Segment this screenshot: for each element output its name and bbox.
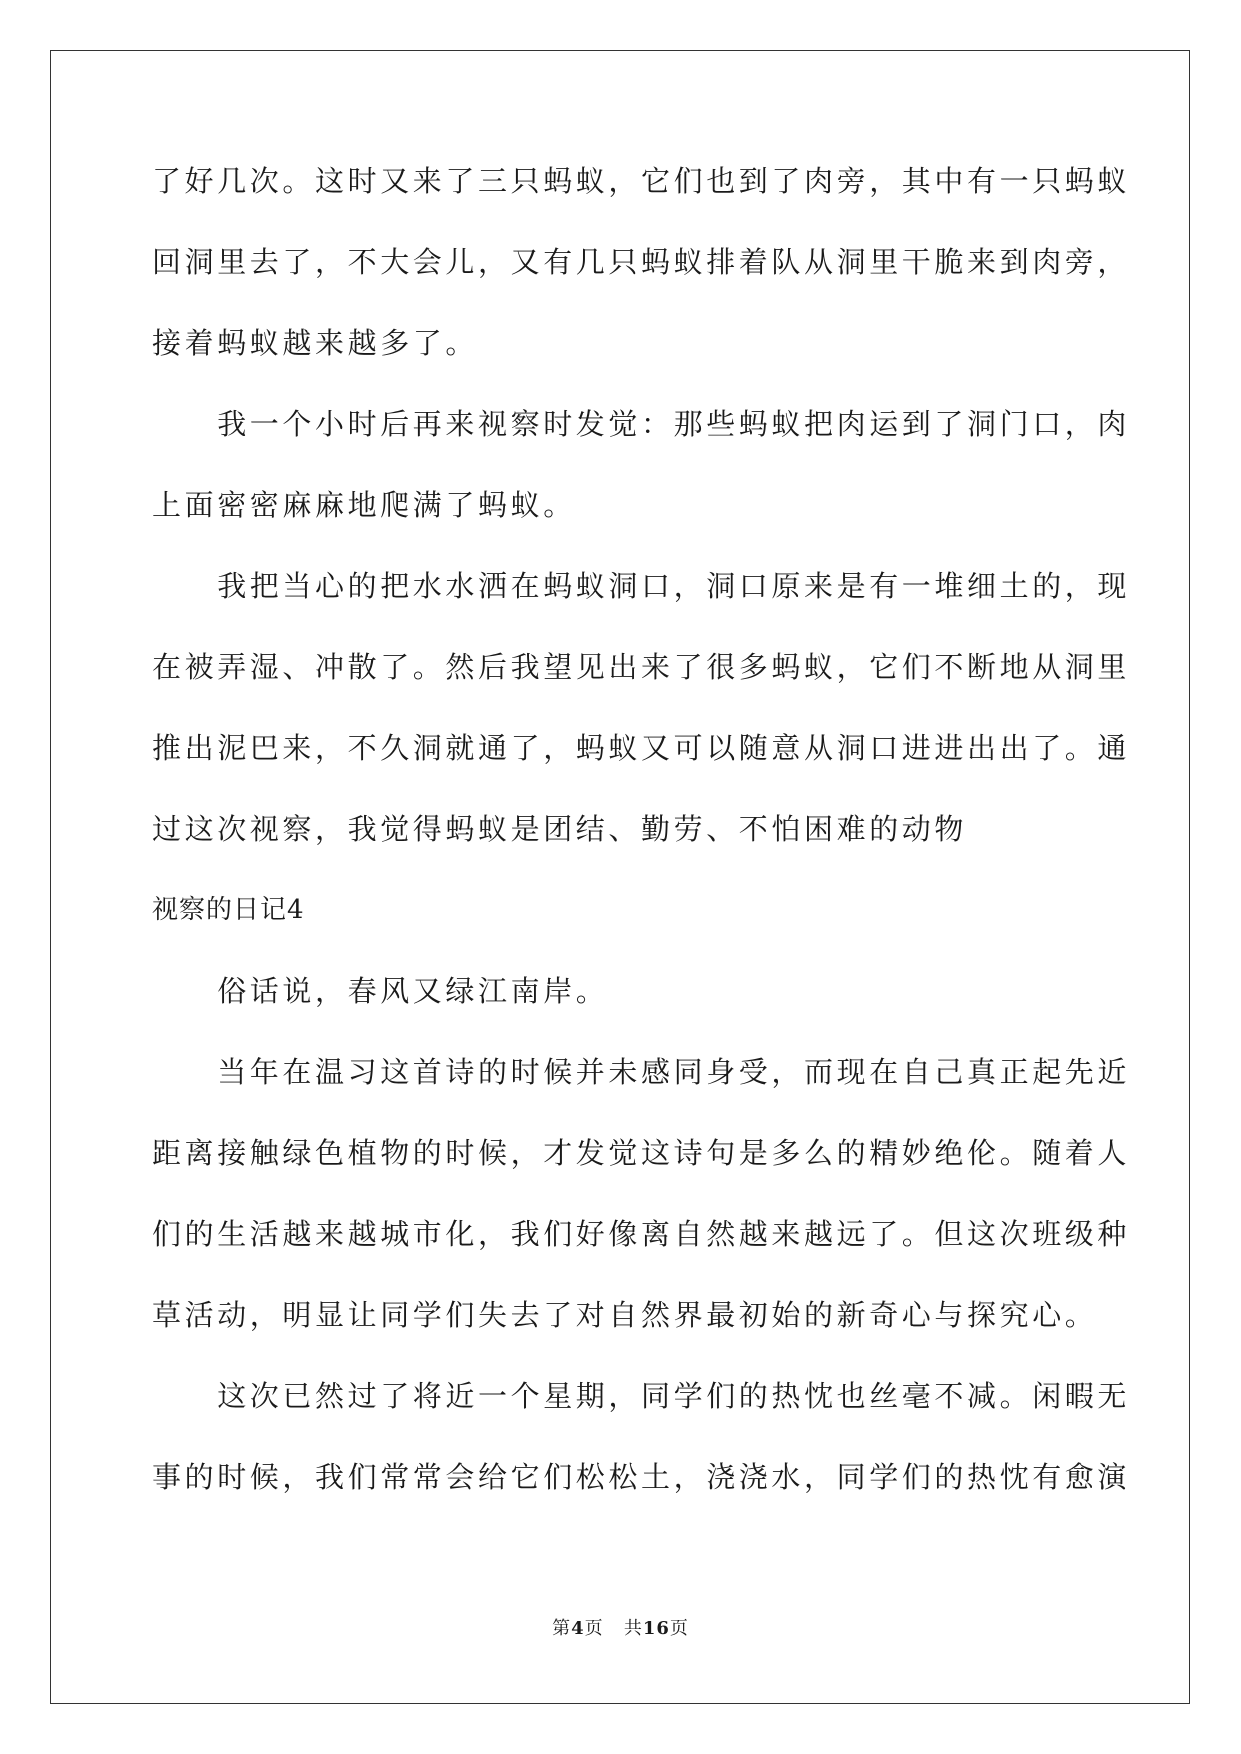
page-footer bbox=[0, 1614, 1241, 1640]
text-line: 回洞里去了，不大会儿，又有几只蚂蚁排着队从洞里干脆来到肉旁， bbox=[152, 245, 1131, 279]
text-line: 接着蚂蚁越来越多了。 bbox=[152, 326, 479, 360]
text-line: 上面密密麻麻地爬满了蚂蚁。 bbox=[152, 488, 576, 522]
footer-prefix: 第 bbox=[552, 1618, 572, 1639]
text-line: 事的时候，我们常常会给它们松松土，浇浇水，同学们的热忱有愈演 bbox=[152, 1460, 1131, 1494]
text-line: 草活动，明显让同学们失去了对自然界最初始的新奇心与探究心。 bbox=[152, 1298, 1098, 1332]
text-line: 距离接触绿色植物的时候，才发觉这诗句是多么的精妙绝伦。随着人 bbox=[152, 1136, 1131, 1170]
footer-total-prefix: 共 bbox=[623, 1618, 643, 1639]
text-line: 我把当心的把水水洒在蚂蚁洞口，洞口原来是有一堆细土的，现 bbox=[152, 569, 1131, 603]
text-line: 我一个小时后再来视察时发觉：那些蚂蚁把肉运到了洞门口，肉 bbox=[152, 407, 1131, 441]
footer-total-suffix: 页 bbox=[669, 1618, 689, 1639]
total-page-number: 16 bbox=[642, 1618, 670, 1639]
text-line: 这次已然过了将近一个星期，同学们的热忱也丝毫不减。闲暇无 bbox=[152, 1379, 1131, 1413]
text-line: 在被弄湿、冲散了。然后我望见出来了很多蚂蚁，它们不断地从洞里 bbox=[152, 650, 1131, 684]
section-heading: 视察的日记4 bbox=[152, 895, 305, 925]
text-line: 俗话说，春风又绿江南岸。 bbox=[152, 974, 609, 1008]
text-line: 推出泥巴来，不久洞就通了，蚂蚁又可以随意从洞口进进出出了。通 bbox=[152, 731, 1131, 765]
text-line: 当年在温习这首诗的时候并未感同身受，而现在自己真正起先近 bbox=[152, 1055, 1131, 1089]
text-line: 了好几次。这时又来了三只蚂蚁，它们也到了肉旁，其中有一只蚂蚁 bbox=[152, 164, 1131, 198]
text-line: 过这次视察，我觉得蚂蚁是团结、勤劳、不怕困难的动物 bbox=[152, 812, 968, 846]
text-line: 们的生活越来越城市化，我们好像离自然越来越远了。但这次班级种 bbox=[152, 1217, 1131, 1251]
document-body bbox=[152, 160, 1131, 1537]
footer-page-word: 页 bbox=[584, 1618, 604, 1639]
current-page-number: 4 bbox=[571, 1618, 585, 1639]
